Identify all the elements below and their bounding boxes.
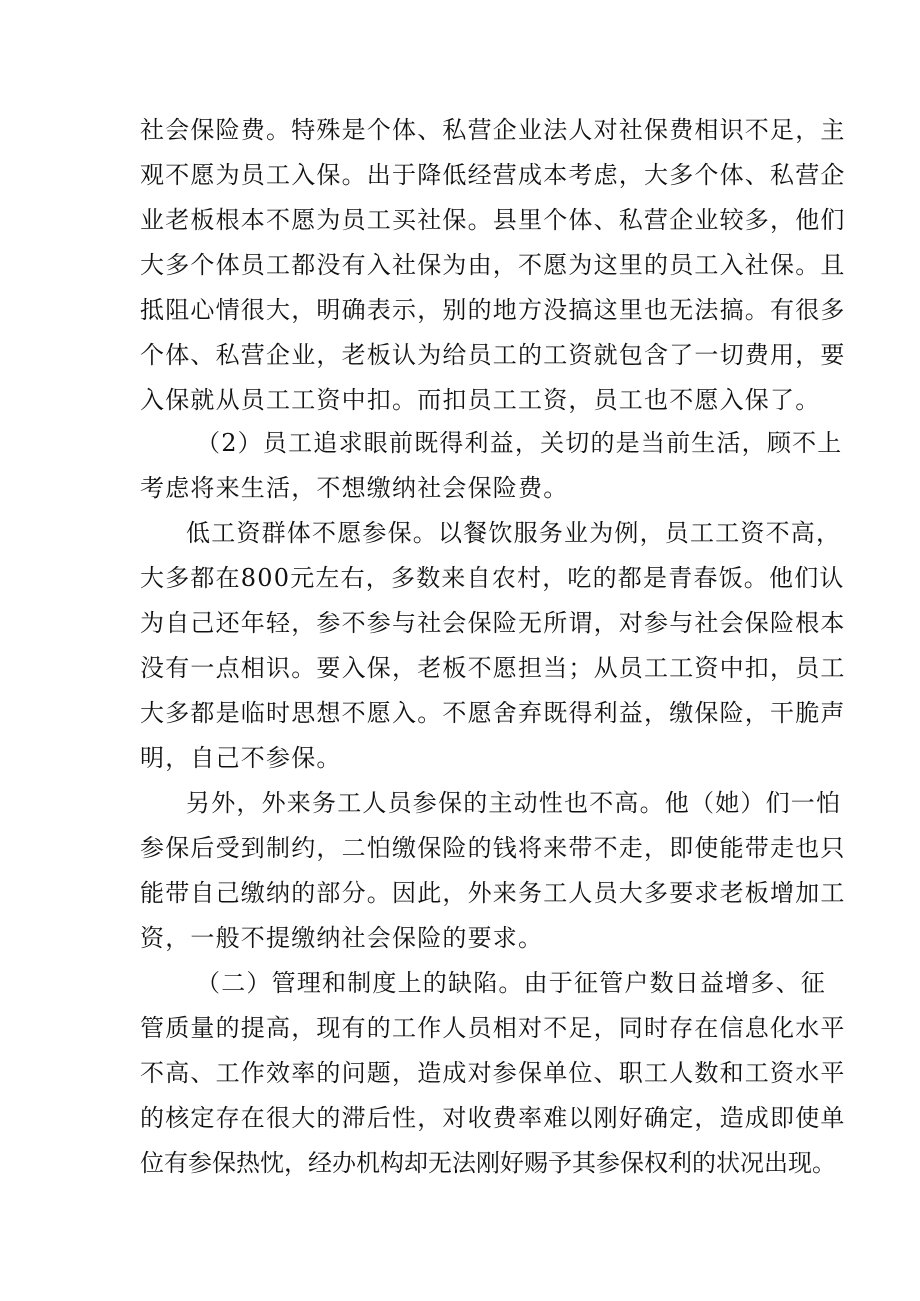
paragraph-line: 为自己还年轻，参不参与社会保险无所谓，对参与社会保险根本 (140, 609, 846, 637)
paragraph-line: 入保就从员工工资中扣。而扣员工工资，员工也不愿入保了。 (140, 386, 821, 414)
paragraph-line: 参保后受到制约，二怕缴保险的钱将来带不走，即使能带走也只 (140, 834, 846, 862)
paragraph-line: 大多都是临时思想不愿入。不愿舍弃既得利益，缴保险，干脆声 (140, 699, 846, 727)
paragraph-line: 业老板根本不愿为员工买社保。县里个体、私营企业较多，他们 (140, 206, 846, 234)
paragraph-line: （二）管理和制度上的缺陷。由于征管户数日益增多、征 (196, 969, 826, 997)
paragraph-line: 大多个体员工都没有入社保为由，不愿为这里的员工入社保。且 (140, 251, 846, 279)
paragraph-line: 抵阻心情很大，明确表示，别的地方没搞这里也无法搞。有很多 (140, 296, 846, 324)
paragraph-line: 考虑将来生活，不想缴纳社会保险费。 (140, 474, 569, 502)
paragraph-line: 观不愿为员工入保。出于降低经营成本考虑，大多个体、私营企 (140, 161, 846, 189)
paragraph-line: 位有参保热忱，经办机构却无法刚好赐予其参保权利的状况出现。 (140, 1149, 836, 1177)
paragraph-line: 社会保险费。特殊是个体、私营企业法人对社保费相识不足，主 (140, 116, 846, 144)
paragraph-line: 资，一般不提缴纳社会保险的要求。 (140, 924, 544, 952)
paragraph-line: 不高、工作效率的问题，造成对参保单位、职工人数和工资水平 (140, 1059, 846, 1087)
paragraph-line: 明，自己不参保。 (140, 744, 342, 772)
paragraph-line: 低工资群体不愿参保。以餐饮服务业为例，员工工资不高， (186, 519, 842, 547)
paragraph-line: 的核定存在很大的滞后性，对收费率难以刚好确定，造成即使单 (140, 1104, 846, 1132)
paragraph-line: （2）员工追求眼前既得利益，关切的是当前生活，顾不上 (196, 429, 843, 457)
paragraph-line: 能带自己缴纳的部分。因此，外来务工人员大多要求老板增加工 (140, 879, 846, 907)
paragraph-line: 个体、私营企业，老板认为给员工的工资就包含了一切费用，要 (140, 341, 846, 369)
paragraph-line: 另外，外来务工人员参保的主动性也不高。他（她）们一怕 (186, 789, 842, 817)
paragraph-line: 管质量的提高，现有的工作人员相对不足，同时存在信息化水平 (140, 1014, 846, 1042)
paragraph-line: 没有一点相识。要入保，老板不愿担当；从员工工资中扣，员工 (140, 654, 846, 682)
paragraph-line: 大多都在800元左右，多数来自农村，吃的都是青春饭。他们认 (140, 564, 845, 592)
